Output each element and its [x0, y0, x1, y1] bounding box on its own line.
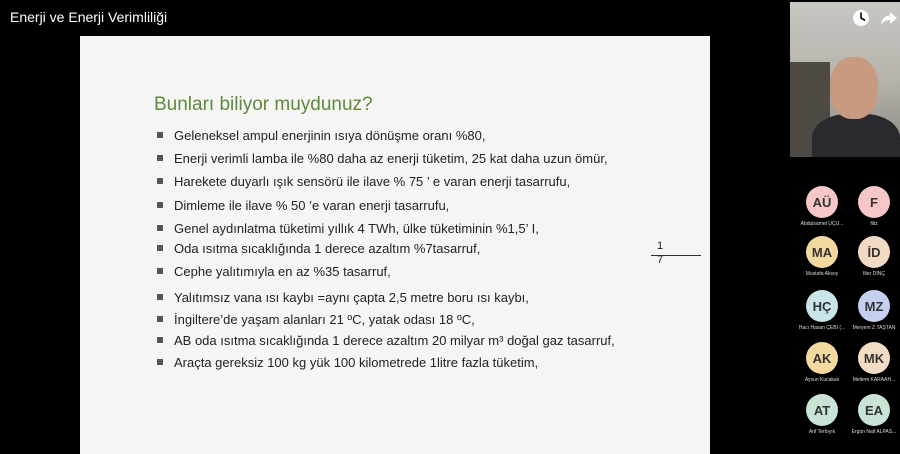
participant-name: Arif Terbıyık [808, 429, 836, 435]
participant-avatar: MA [806, 236, 838, 268]
participant-tile[interactable] [848, 186, 900, 227]
participant-tile[interactable] [848, 342, 900, 383]
participant-tile[interactable] [796, 342, 848, 383]
bullet-item: Harekete duyarlı ışık sensörü ile ilave % 75 ’ e varan enerji tasarrufu, [174, 174, 571, 189]
participant-avatar: İD [858, 236, 890, 268]
slide-title: Bunları biliyor muydunuz? [154, 94, 373, 115]
presentation-slide [80, 36, 710, 454]
speaker-head [830, 57, 878, 119]
participant-tile[interactable] [796, 290, 848, 331]
clock-icon[interactable] [852, 9, 870, 27]
bullet-item: Yalıtımsız vana ısı kaybı =aynı çapta 2,5 metre boru ısı kaybı, [174, 290, 529, 305]
participant-name: Hacı Hasan ÇEBİ (... [798, 325, 846, 331]
participant-avatar: MZ [858, 290, 890, 322]
participant-avatar: F [858, 186, 890, 218]
participant-name: Meryem Z.TAŞTAN [852, 325, 896, 331]
bullet-item: Oda ısıtma sıcaklığında 1 derece azaltım %7tasarruf, [174, 241, 481, 256]
bullet-item: AB oda ısıtma sıcaklığında 1 derece azaltım 20 milyar m³ doğal gaz tasarruf, [174, 333, 615, 348]
bullet-item: Geleneksel ampul enerjinin ısıya dönüşme oranı %80, [174, 128, 486, 143]
participant-name: İlter DİNÇ [863, 271, 885, 277]
participant-name: Aysun Kucakalı [804, 377, 840, 383]
bullet-item: İngiltere’de yaşam alanları 21 ºC, yatak odası 18 ºC, [174, 312, 475, 327]
participant-avatar: AT [806, 394, 838, 426]
participant-name: filiz [870, 221, 878, 227]
participant-tile[interactable] [848, 236, 900, 277]
participant-avatar: AK [806, 342, 838, 374]
share-icon[interactable] [880, 9, 898, 27]
bullet-item: Dimleme ile ilave % 50 ’e varan enerji tasarrufu, [174, 198, 450, 213]
participant-name: Mustafa Aksoy [805, 271, 839, 277]
speaker-body [812, 114, 900, 157]
participant-list [796, 186, 900, 454]
page-current: 1 [657, 240, 664, 252]
bullet-item: Cephe yalıtımıyla en az %35 tasarruf, [174, 264, 391, 279]
page-total: 7 [657, 254, 664, 266]
participant-avatar: MK [858, 342, 890, 374]
participant-name: Ergün Naif ALPAS... [851, 429, 897, 435]
participant-avatar: HÇ [806, 290, 838, 322]
participant-name: Abdulsamet ÜÇÜ... [800, 221, 844, 227]
participant-tile[interactable] [848, 290, 900, 331]
bullet-item: Genel aydınlatma tüketimi yıllık 4 TWh, ülke tüketiminin %1,5’ I, [174, 221, 539, 236]
bullet-item: Araçta gereksiz 100 kg yük 100 kilometrede 1litre fazla tüketim, [174, 355, 539, 370]
participant-avatar: EA [858, 394, 890, 426]
participant-tile[interactable] [796, 186, 848, 227]
participant-tile[interactable] [796, 236, 848, 277]
bullet-item: Enerji verimli lamba ile %80 daha az enerji tüketim, 25 kat daha uzun ömür, [174, 151, 608, 166]
participant-avatar: AÜ [806, 186, 838, 218]
window-title: Enerji ve Enerji Verimliliği [10, 9, 168, 25]
participant-name: Meltem KARAAH... [852, 377, 896, 383]
participant-tile[interactable] [848, 394, 900, 435]
participant-tile[interactable] [796, 394, 848, 435]
